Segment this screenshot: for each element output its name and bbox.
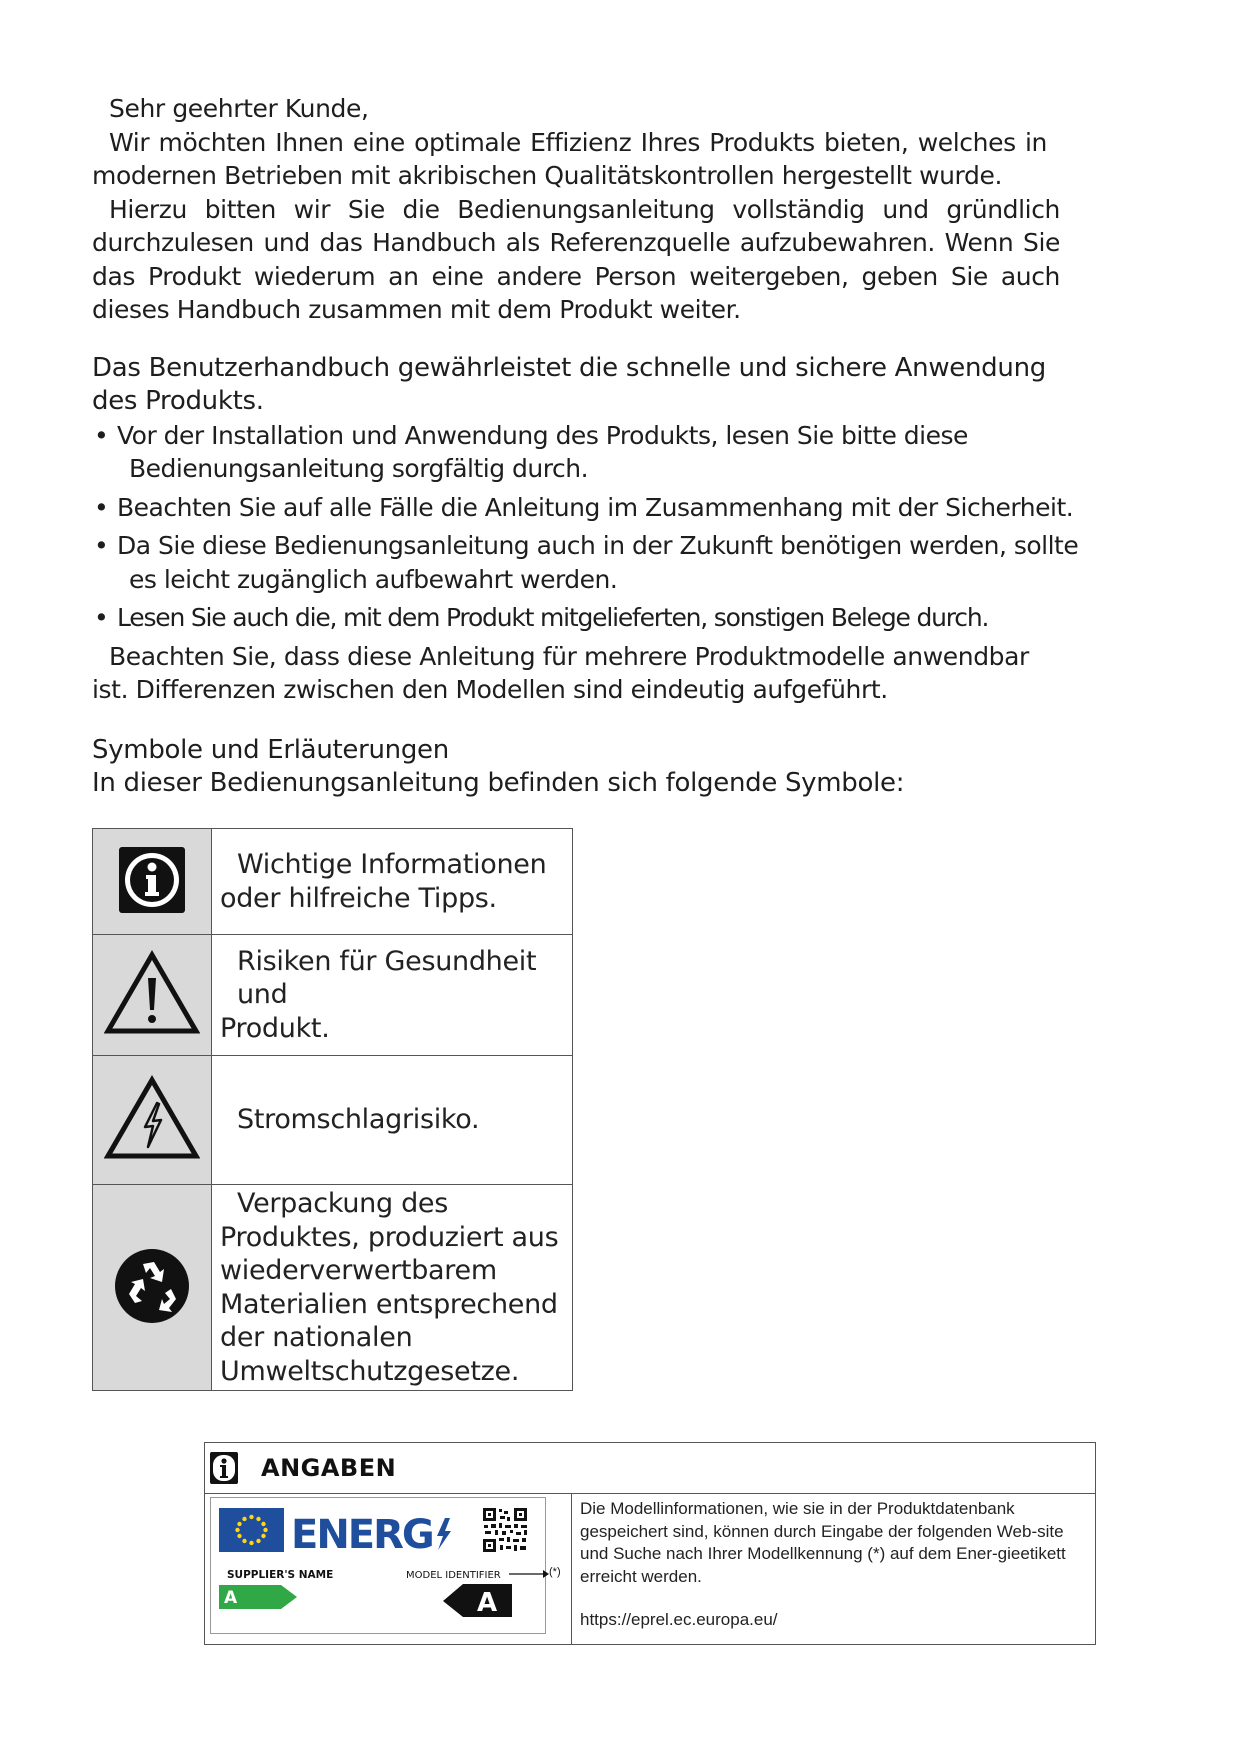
warning-icon-cell (93, 935, 212, 1056)
supplier-name: SUPPLIER'S NAME (227, 1569, 334, 1581)
symbols-table (92, 828, 573, 1391)
qr-code-icon (483, 1508, 527, 1552)
electric-shock-icon (104, 1075, 200, 1161)
info-box-body (205, 1494, 1095, 1645)
manual-heading: Das Benutzerhandbuch gewährleistet die schnelle und sichere Anwendung des Produkts. (92, 352, 1046, 416)
table-row (93, 1056, 573, 1185)
symbols-title: Symbole und Erläuterungen (92, 734, 449, 765)
info-box-header (205, 1443, 1095, 1494)
eprel-description: Die Modellinformationen, wie sie in der Produktdatenbank gespeichert sind, können durch Eingabe der folgenden Web-site und Suche nach Ihrer Modellkennung (*) auf dem Ener-gieetikett erreicht werden. (580, 1499, 1066, 1586)
recycle-description: Verpackung des Produktes, produziert aus wiederverwertbarem Materialien entsprechend der nationalen Umweltschutzgesetze. (212, 1185, 573, 1391)
energy-label-cell (205, 1494, 572, 1645)
list-item: • Beachten Sie auf alle Fälle die Anleitung im Zusammenhang mit der Sicherheit. (94, 492, 1074, 522)
info-icon-cell (93, 829, 212, 935)
energy-class-letter: A (224, 1588, 238, 1608)
recycle-icon (113, 1247, 191, 1325)
recycle-icon-cell (93, 1185, 212, 1391)
list-item: • Vor der Installation und Anwendung des Produkts, lesen Sie bitte diese Bedienungsanleitung sorgfältig durch. (94, 420, 968, 483)
energy-label-graphic (211, 1498, 544, 1632)
electric-shock-icon-cell (93, 1056, 212, 1185)
models-note: Beachten Sie, dass diese Anleitung für mehrere Produktmodelle anwendbar ist. Differenzen zwischen den Modellen sind eindeutig aufgeführt. (92, 641, 1029, 704)
info-box (204, 1442, 1096, 1645)
warning-description: Risiken für Gesundheit und Produkt. (212, 935, 573, 1056)
model-identifier: MODEL IDENTIFIER (406, 1570, 501, 1581)
intro-paragraph-2: Hierzu bitten wir Sie die Bedienungsanleitung vollständig und gründlich durchzulesen und das Handbuch als Referenzquelle aufzubewahren. Wenn Sie das Produkt wiederum an eine andere Person weitergeben, geben Sie auch dieses Handbuch zusammen mit dem Produkt weiter. (92, 194, 1060, 324)
table-row (93, 1185, 573, 1391)
info-box-text-cell (572, 1494, 1095, 1645)
manual-bullet-list (92, 419, 1112, 635)
symbols-subtitle: In dieser Bedienungsanleitung befinden sich folgende Symbole: (92, 767, 905, 798)
energy-brand-text: ENERG (291, 1512, 433, 1558)
greeting: Sehr geehrter Kunde, (109, 94, 369, 123)
energy-bolt-icon (437, 1518, 451, 1550)
table-row (93, 935, 573, 1056)
electric-shock-description: Stromschlagrisiko. (212, 1056, 573, 1185)
info-description: Wichtige Informationen oder hilfreiche Tipps. (212, 829, 573, 935)
eu-flag (219, 1508, 284, 1552)
info-icon (209, 1451, 239, 1485)
energy-label (210, 1497, 546, 1634)
eprel-url: https://eprel.ec.europa.eu/ (580, 1610, 778, 1629)
model-asterisk: (*) (549, 1566, 561, 1578)
arrow-icon (509, 1568, 549, 1580)
info-icon (117, 845, 187, 915)
intro-paragraph-1: Wir möchten Ihnen eine optimale Effizienz Ihres Produkts bieten, welches in modernen Betrieben mit akribischen Qualitätskontrollen hergestellt wurde. (92, 127, 1047, 190)
energy-rating-letter: A (477, 1588, 498, 1618)
list-item: • Lesen Sie auch die, mit dem Produkt mitgelieferten, sonstigen Belege durch. (94, 603, 989, 632)
warning-icon (104, 950, 200, 1036)
table-row (93, 829, 573, 935)
list-item: • Da Sie diese Bedienungsanleitung auch in der Zukunft benötigen werden, sollte es leicht zugänglich aufbewahrt werden. (94, 531, 1079, 594)
info-box-title: ANGABEN (261, 1454, 397, 1482)
document-page (92, 92, 1112, 800)
